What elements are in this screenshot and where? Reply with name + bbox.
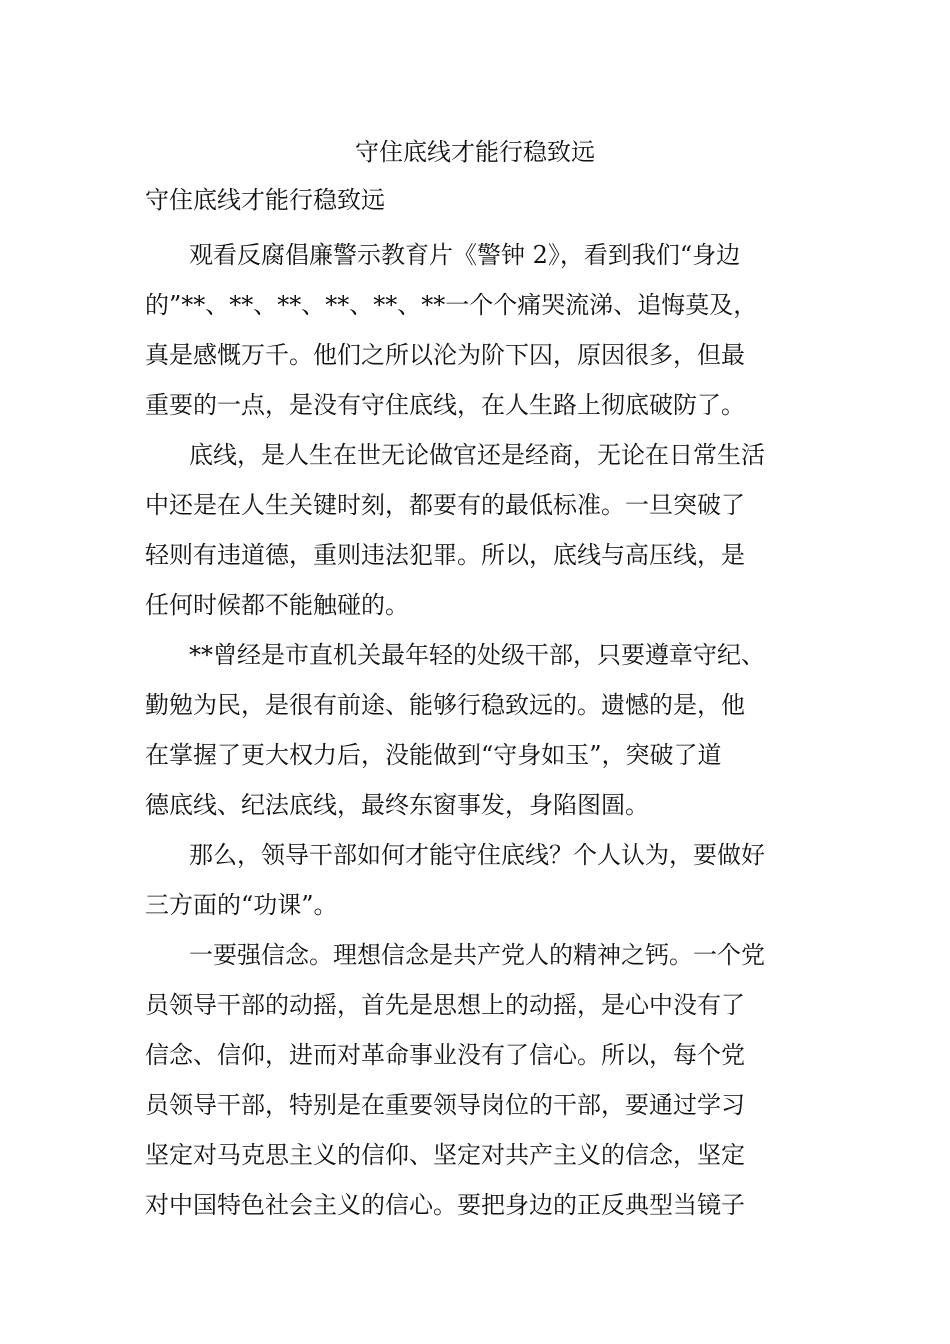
document-title: 守住底线才能行稳致远 [355,138,595,166]
paragraph-line: 轻则有违道德，重则违法犯罪。所以，底线与高压线，是 [145,541,745,569]
paragraph-2 [145,430,825,630]
paragraph-line: 底线，是人生在世无论做官还是经商，无论在日常生活 [189,441,765,469]
paragraph-line: **曾经是市直机关最年轻的处级干部，只要遵章守纪、 [189,641,765,669]
document-subtitle: 守住底线才能行稳致远 [145,186,385,214]
paragraph-line: 信念、信仰，进而对革命事业没有了信心。所以，每个党 [145,1041,745,1069]
paragraph-3 [145,630,825,830]
paragraph-line: 坚定对马克思主义的信仰、坚定对共产主义的信念，坚定 [145,1141,745,1169]
paragraph-line: 中还是在人生关键时刻，都要有的最低标准。一旦突破了 [145,491,745,519]
paragraph-line: 一要强信念。理想信念是共产党人的精神之钙。一个党 [189,941,765,969]
paragraph-line: 的”**、**、**、**、**、**一个个痛哭流涕、追悔莫及， [145,291,758,319]
paragraph-line: 对中国特色社会主义的信心。要把身边的正反典型当镜子 [145,1191,745,1219]
paragraph-line: 那么，领导干部如何才能守住底线？个人认为，要做好 [189,841,765,869]
paragraph-line: 任何时候都不能触碰的。 [145,591,409,619]
paragraph-4 [145,830,825,930]
paragraph-1 [145,230,825,430]
paragraph-line: 真是感慨万千。他们之所以沦为阶下囚，原因很多，但最 [145,341,745,369]
paragraph-line: 勤勉为民，是很有前途、能够行稳致远的。遗憾的是，他 [145,691,745,719]
paragraph-5 [145,930,825,1230]
paragraph-line: 员领导干部，特别是在重要领导岗位的干部，要通过学习 [145,1091,745,1119]
paragraph-line: 观看反腐倡廉警示教育片《警钟 2》，看到我们“身边 [189,241,741,269]
paragraph-line: 德底线、纪法底线，最终东窗事发，身陷图圄。 [145,791,649,819]
document-body [145,180,825,1230]
paragraph-line: 员领导干部的动摇，首先是思想上的动摇，是心中没有了 [145,991,745,1019]
paragraph-line: 三方面的“功课”。 [145,891,338,919]
paragraph-line: 重要的一点，是没有守住底线，在人生路上彻底破防了。 [145,391,745,419]
paragraph-line: 在掌握了更大权力后，没能做到“守身如玉”，突破了道 [145,741,722,769]
